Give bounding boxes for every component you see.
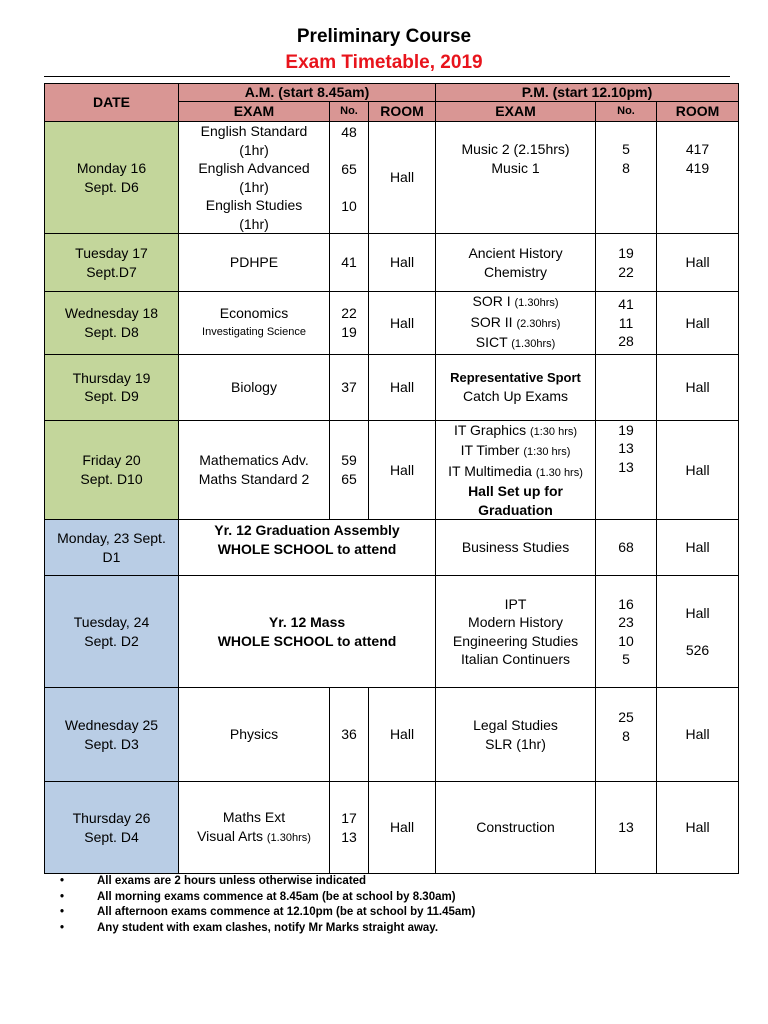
bullet-icon: • xyxy=(60,875,65,887)
am-room-cell: Hall xyxy=(369,292,436,355)
pm-exam-cell: Music 2 (2.15hrs) Music 1 xyxy=(436,122,596,234)
table-row xyxy=(45,292,739,355)
am-exam-cell: Biology xyxy=(179,354,330,420)
pm-exam-cell: Ancient History Chemistry xyxy=(436,234,596,292)
pm-no-cell: 25 8 xyxy=(596,688,657,782)
pm-no-cell xyxy=(596,354,657,420)
pm-room-header: ROOM xyxy=(657,102,739,122)
pm-room-cell: 417 419 xyxy=(657,122,739,234)
pm-room-cell: Hall 526 xyxy=(657,576,739,688)
pm-exam-cell: SOR I (1.30hrs) SOR II (2.30hrs) SICT (1.30hrs) xyxy=(436,292,596,355)
pm-no-cell: 41 11 28 xyxy=(596,292,657,355)
pm-no-cell: 13 xyxy=(596,782,657,874)
am-exam-cell: Economics Investigating Science xyxy=(179,292,330,355)
am-exam-cell: PDHPE xyxy=(179,234,330,292)
am-room-cell: Hall xyxy=(369,782,436,874)
am-group-header: A.M. (start 8.45am) xyxy=(179,84,436,102)
pm-room-cell: Hall xyxy=(657,688,739,782)
am-no-cell: 48 65 10 xyxy=(330,122,369,234)
page-subtitle: Exam Timetable, 2019 xyxy=(285,52,483,73)
pm-room-cell: Hall xyxy=(657,782,739,874)
date-cell: Thursday 19 Sept. D9 xyxy=(45,354,179,420)
date-cell: Tuesday, 24 Sept. D2 xyxy=(45,576,179,688)
am-exam-cell: Maths Ext Visual Arts (1.30hrs) xyxy=(179,782,330,874)
date-cell: Monday, 23 Sept. D1 xyxy=(45,520,179,576)
table-row xyxy=(45,520,739,576)
pm-exam-cell: IPT Modern History Engineering Studies Italian Continuers xyxy=(436,576,596,688)
pm-room-cell: Hall xyxy=(657,354,739,420)
am-event-cell: Yr. 12 Graduation Assembly WHOLE SCHOOL to attend xyxy=(179,520,436,576)
date-cell: Friday 20 Sept. D10 xyxy=(45,420,179,520)
table-row xyxy=(45,420,739,520)
date-header: DATE xyxy=(45,84,179,122)
date-cell: Wednesday 25 Sept. D3 xyxy=(45,688,179,782)
table-row xyxy=(45,688,739,782)
am-exam-cell: Physics xyxy=(179,688,330,782)
am-exam-header: EXAM xyxy=(179,102,330,122)
page-title: Preliminary Course xyxy=(296,26,472,47)
pm-exam-cell: Representative Sport Catch Up Exams xyxy=(436,354,596,420)
pm-room-cell: Hall xyxy=(657,292,739,355)
am-room-cell: Hall xyxy=(369,122,436,234)
list-item: • All afternoon exams commence at 12.10pm (be at school by 11.45am) xyxy=(60,905,720,921)
am-no-cell: 37 xyxy=(330,354,369,420)
pm-no-cell: 16 23 10 5 xyxy=(596,576,657,688)
title-divider xyxy=(44,76,730,77)
pm-no-cell: 5 8 xyxy=(596,122,657,234)
pm-no-cell: 19 13 13 xyxy=(596,420,657,520)
am-room-cell: Hall xyxy=(369,234,436,292)
am-event-cell: Yr. 12 Mass WHOLE SCHOOL to attend xyxy=(179,576,436,688)
am-room-cell: Hall xyxy=(369,420,436,520)
pm-room-cell: Hall xyxy=(657,420,739,520)
pm-room-cell: Hall xyxy=(657,234,739,292)
list-item: • All morning exams commence at 8.45am (be at school by 8.30am) xyxy=(60,890,720,906)
date-cell: Tuesday 17 Sept.D7 xyxy=(45,234,179,292)
am-no-cell: 36 xyxy=(330,688,369,782)
table-row xyxy=(45,576,739,688)
table-row xyxy=(45,354,739,420)
list-item: • All exams are 2 hours unless otherwise indicated xyxy=(60,874,720,890)
date-cell: Wednesday 18 Sept. D8 xyxy=(45,292,179,355)
bullet-icon: • xyxy=(60,890,65,903)
pm-no-cell: 68 xyxy=(596,520,657,576)
am-exam-cell: Mathematics Adv. Maths Standard 2 xyxy=(179,420,330,520)
am-no-cell: 41 xyxy=(330,234,369,292)
list-item: • Any student with exam clashes, notify Mr Marks straight away. xyxy=(60,921,720,937)
table-row xyxy=(45,122,739,234)
bullet-icon: • xyxy=(60,906,65,918)
pm-no-header: No. xyxy=(596,102,657,122)
pm-exam-cell: IT Graphics (1:30 hrs) IT Timber (1:30 hrs) IT Multimedia (1.30 hrs) Hall Set up for Graduation xyxy=(436,420,596,520)
date-cell: Monday 16 Sept. D6 xyxy=(45,122,179,234)
am-no-cell: 59 65 xyxy=(330,420,369,520)
pm-exam-header: EXAM xyxy=(436,102,596,122)
am-room-header: ROOM xyxy=(369,102,436,122)
am-room-cell: Hall xyxy=(369,354,436,420)
am-no-cell: 22 19 xyxy=(330,292,369,355)
pm-group-header: P.M. (start 12.10pm) xyxy=(436,84,739,102)
pm-room-cell: Hall xyxy=(657,520,739,576)
bullet-icon: • xyxy=(60,921,65,934)
table-row xyxy=(45,234,739,292)
exam-timetable xyxy=(44,83,739,874)
pm-exam-cell: Construction xyxy=(436,782,596,874)
pm-no-cell: 19 22 xyxy=(596,234,657,292)
pm-exam-cell: Business Studies xyxy=(436,520,596,576)
am-room-cell: Hall xyxy=(369,688,436,782)
am-exam-cell: English Standard (1hr) English Advanced (1hr) English Studies (1hr) xyxy=(179,122,330,234)
notes-list xyxy=(60,874,720,936)
table-row xyxy=(45,782,739,874)
am-no-cell: 17 13 xyxy=(330,782,369,874)
pm-exam-cell: Legal Studies SLR (1hr) xyxy=(436,688,596,782)
am-no-header: No. xyxy=(330,102,369,122)
date-cell: Thursday 26 Sept. D4 xyxy=(45,782,179,874)
